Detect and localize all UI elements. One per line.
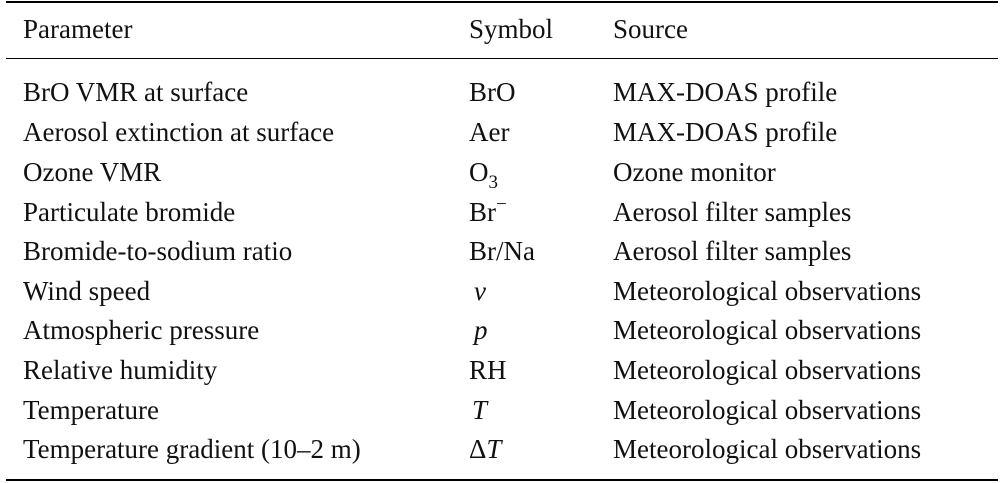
symbol-cell <box>469 192 507 232</box>
header-source: Source <box>613 14 688 44</box>
symbol-base: Br <box>469 197 496 227</box>
table-row <box>0 271 1004 311</box>
source-cell: Meteorological observations <box>613 315 922 345</box>
parameter-cell: Ozone VMR <box>23 157 162 187</box>
source-cell: Aerosol filter samples <box>613 197 852 227</box>
table-header-rule <box>6 58 998 59</box>
parameter-cell: Temperature gradient (10–2 m) <box>23 434 361 464</box>
table-row <box>0 231 1004 271</box>
source-cell: Aerosol filter samples <box>613 236 852 266</box>
symbol-cell: RH <box>469 355 507 385</box>
table-row <box>0 310 1004 350</box>
parameter-cell: Aerosol extinction at surface <box>23 117 335 147</box>
parameter-cell: BrO VMR at surface <box>23 77 249 107</box>
source-cell: Meteorological observations <box>613 276 922 306</box>
symbol-cell: BrO <box>469 77 516 107</box>
source-cell: Meteorological observations <box>613 434 922 464</box>
parameter-cell: Temperature <box>23 395 160 425</box>
source-cell: MAX-DOAS profile <box>613 77 838 107</box>
table-row <box>0 192 1004 232</box>
table-row <box>0 112 1004 152</box>
symbol-base: O <box>469 157 489 187</box>
table-row <box>0 429 1004 469</box>
parameter-cell: Bromide-to-sodium ratio <box>23 236 293 266</box>
symbol-cell <box>469 152 498 192</box>
symbol-cell: p <box>474 315 488 345</box>
table-top-rule <box>6 1 998 3</box>
source-cell: Meteorological observations <box>613 355 922 385</box>
source-cell: MAX-DOAS profile <box>613 117 838 147</box>
parameter-cell: Atmospheric pressure <box>23 315 260 345</box>
source-cell: Ozone monitor <box>613 157 776 187</box>
symbol-base: T <box>486 434 502 464</box>
symbol-superscript: − <box>496 194 507 215</box>
header-parameter: Parameter <box>23 14 133 44</box>
table-header-row <box>0 9 1004 49</box>
symbol-cell: v <box>474 276 486 306</box>
table-row <box>0 350 1004 390</box>
delta-symbol: Δ <box>469 434 487 464</box>
symbol-cell: Br/Na <box>469 236 535 266</box>
symbol-subscript: 3 <box>488 172 498 193</box>
table-row <box>0 72 1004 112</box>
table-row <box>0 152 1004 192</box>
symbol-cell: Aer <box>469 117 510 147</box>
table-bottom-rule <box>6 479 998 481</box>
header-symbol: Symbol <box>469 14 554 44</box>
symbol-cell <box>469 429 501 469</box>
parameter-cell: Particulate bromide <box>23 197 236 227</box>
symbol-cell: T <box>472 395 488 425</box>
parameter-cell: Wind speed <box>23 276 151 306</box>
parameter-cell: Relative humidity <box>23 355 218 385</box>
table-row <box>0 390 1004 430</box>
source-cell: Meteorological observations <box>613 395 922 425</box>
